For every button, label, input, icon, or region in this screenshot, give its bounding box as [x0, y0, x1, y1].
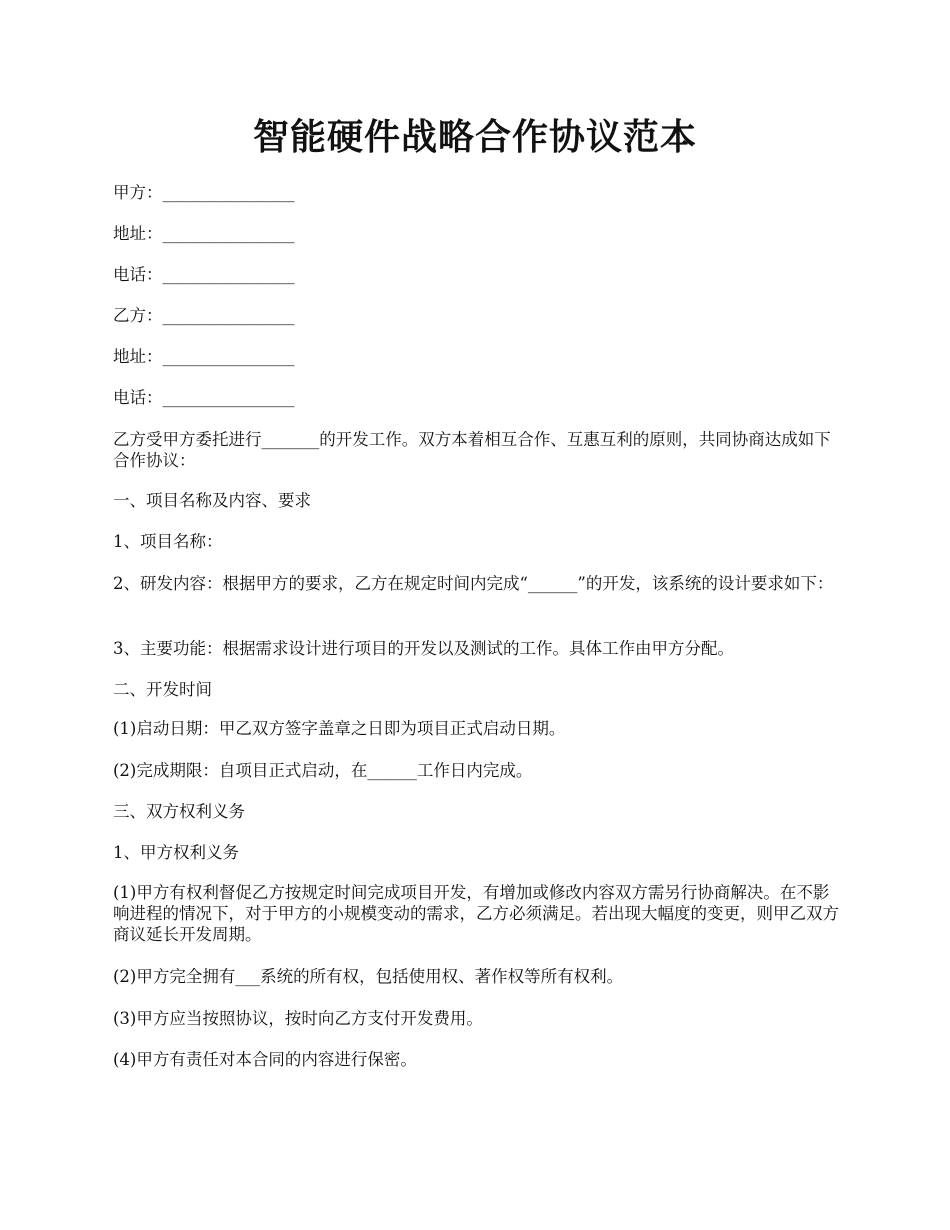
fill-in-blank: ________________ [162, 347, 295, 366]
section-heading-rights: 三、双方权利义务 [113, 802, 245, 821]
subsection-heading-party-a: 1、甲方权利义务 [113, 843, 239, 862]
field-label: 甲方： [113, 183, 163, 202]
fill-in-blank: ________________ [162, 388, 295, 407]
clause-party-a-right-1: (1)甲方有权利督促乙方按规定时间完成项目开发，有增加或修改内容双方需另行协商解决。在不影响进程的情况下，对于甲方的小规模变动的需求，乙方必须满足。若出现大幅度的变更，则甲乙双方商议延长开发周期。 [113, 883, 839, 944]
field-label: 电话： [113, 265, 163, 284]
fill-in-blank: ________________ [162, 306, 295, 325]
field-label: 地址： [113, 347, 163, 366]
field-label: 乙方： [113, 306, 163, 325]
party-a-name-field [113, 182, 841, 203]
party-a-address-field [113, 223, 841, 244]
fill-in-blank: ________________ [162, 224, 295, 243]
intro-paragraph: 乙方受甲方委托进行_______的开发工作。双方本着相互合作、互惠互利的原则，共同协商达成如下合作协议： [113, 430, 831, 470]
party-b-address-field [113, 346, 841, 367]
clause-party-a-right-2: (2)甲方完全拥有___系统的所有权，包括使用权、著作权等所有权利。 [113, 967, 624, 986]
section-heading-project: 一、项目名称及内容、要求 [113, 491, 311, 510]
clause-party-a-right-4: (4)甲方有责任对本合同的内容进行保密。 [113, 1050, 417, 1069]
clause-main-functions: 3、主要功能：根据需求设计进行项目的开发以及测试的工作。具体工作由甲方分配。 [113, 639, 734, 658]
document-title: 智能硬件战略合作协议范本 [252, 116, 697, 158]
fill-in-blank: ________________ [162, 183, 295, 202]
field-label: 地址： [113, 224, 163, 243]
clause-start-date: (1)启动日期：甲乙双方签字盖章之日即为项目正式启动日期。 [113, 719, 566, 738]
party-b-name-field [113, 305, 841, 326]
clause-project-name: 1、项目名称： [113, 532, 223, 551]
party-b-phone-field [113, 387, 841, 408]
party-a-phone-field [113, 264, 841, 285]
fill-in-blank: ________________ [162, 265, 295, 284]
clause-deadline: (2)完成期限：自项目正式启动，在______工作日内完成。 [113, 761, 533, 780]
clause-party-a-right-3: (3)甲方应当按照协议，按时向乙方支付开发费用。 [113, 1009, 483, 1028]
field-label: 电话： [113, 388, 163, 407]
section-heading-schedule: 二、开发时间 [113, 680, 212, 699]
clause-dev-content: 2、研发内容：根据甲方的要求，乙方在规定时间内完成“______”的开发，该系统的设计要求如下： [113, 574, 834, 593]
